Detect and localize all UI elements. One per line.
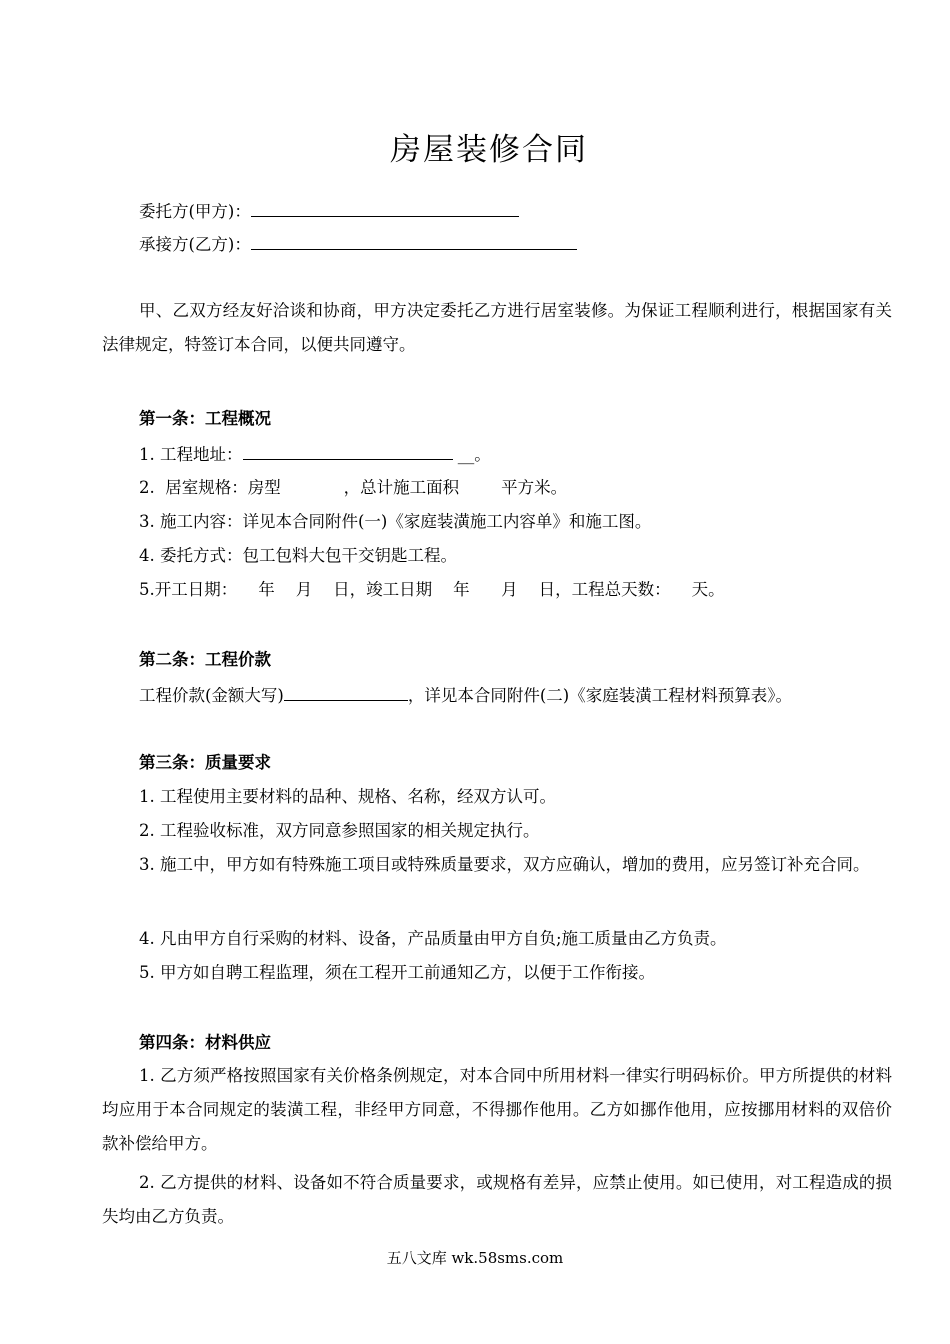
article1-item5: 5.开工日期： 年 月 日，竣工日期 年 月 日，工程总天数： 天。	[139, 580, 725, 599]
address-label: 1. 工程地址：	[139, 445, 243, 464]
price-blank	[284, 684, 408, 701]
party-b-label: 承接方(乙方)：	[139, 235, 251, 254]
document-title: 房屋装修合同	[390, 132, 588, 168]
party-a-line	[139, 200, 519, 222]
address-blank	[243, 443, 453, 460]
party-a-blank	[251, 200, 519, 217]
article2-text	[139, 684, 792, 706]
article4-heading: 第四条：材料供应	[139, 1033, 271, 1052]
address-tail: __。	[452, 445, 491, 464]
article4-item2: 2. 乙方提供的材料、设备如不符合质量要求，或规格有差异，应禁止使用。如已使用，对工程造成的损失均由乙方负责。	[102, 1173, 892, 1226]
party-a-label: 委托方(甲方)：	[139, 202, 251, 221]
article3-item5: 5. 甲方如自聘工程监理，须在工程开工前通知乙方，以便于工作衔接。	[139, 963, 655, 982]
article3-heading: 第三条：质量要求	[139, 753, 271, 772]
price-label: 工程价款(金额大写)	[139, 686, 284, 705]
article1-item4: 4. 委托方式：包工包料大包干交钥匙工程。	[139, 546, 457, 565]
party-b-line	[139, 233, 577, 255]
article1-item1	[139, 443, 491, 465]
intro-paragraph: 甲、乙双方经友好洽谈和协商，甲方决定委托乙方进行居室装修。为保证工程顺利进行，根据国家有关法律规定，特签订本合同，以便共同遵守。	[102, 301, 892, 354]
footer-watermark: 五八文库 wk.58sms.com	[386, 1249, 564, 1267]
article3-item2: 2. 工程验收标准，双方同意参照国家的相关规定执行。	[139, 821, 540, 840]
article3-item4: 4. 凡由甲方自行采购的材料、设备，产品质量由甲方自负;施工质量由乙方负责。	[139, 929, 727, 948]
article2-heading: 第二条：工程价款	[139, 650, 271, 669]
party-b-blank	[251, 233, 577, 250]
article3-item1: 1. 工程使用主要材料的品种、规格、名称，经双方认可。	[139, 787, 556, 806]
article4-item1: 1. 乙方须严格按照国家有关价格条例规定，对本合同中所用材料一律实行明码标价。甲方所提供的材料均应用于本合同规定的装潢工程，非经甲方同意，不得挪作他用。乙方如挪作他用，应按挪用材料的双倍价款补偿给甲方。	[102, 1066, 892, 1153]
article3-item3: 3. 施工中，甲方如有特殊施工项目或特殊质量要求，双方应确认，增加的费用，应另签订补充合同。	[139, 855, 870, 874]
article1-item3: 3. 施工内容：详见本合同附件(一)《家庭装潢施工内容单》和施工图。	[139, 512, 652, 531]
price-tail: ，详见本合同附件(二)《家庭装潢工程材料预算表》。	[407, 686, 792, 705]
article1-heading: 第一条：工程概况	[139, 409, 271, 428]
article1-item2: 2. 居室规格：房型 ，总计施工面积 平方米。	[139, 478, 568, 497]
